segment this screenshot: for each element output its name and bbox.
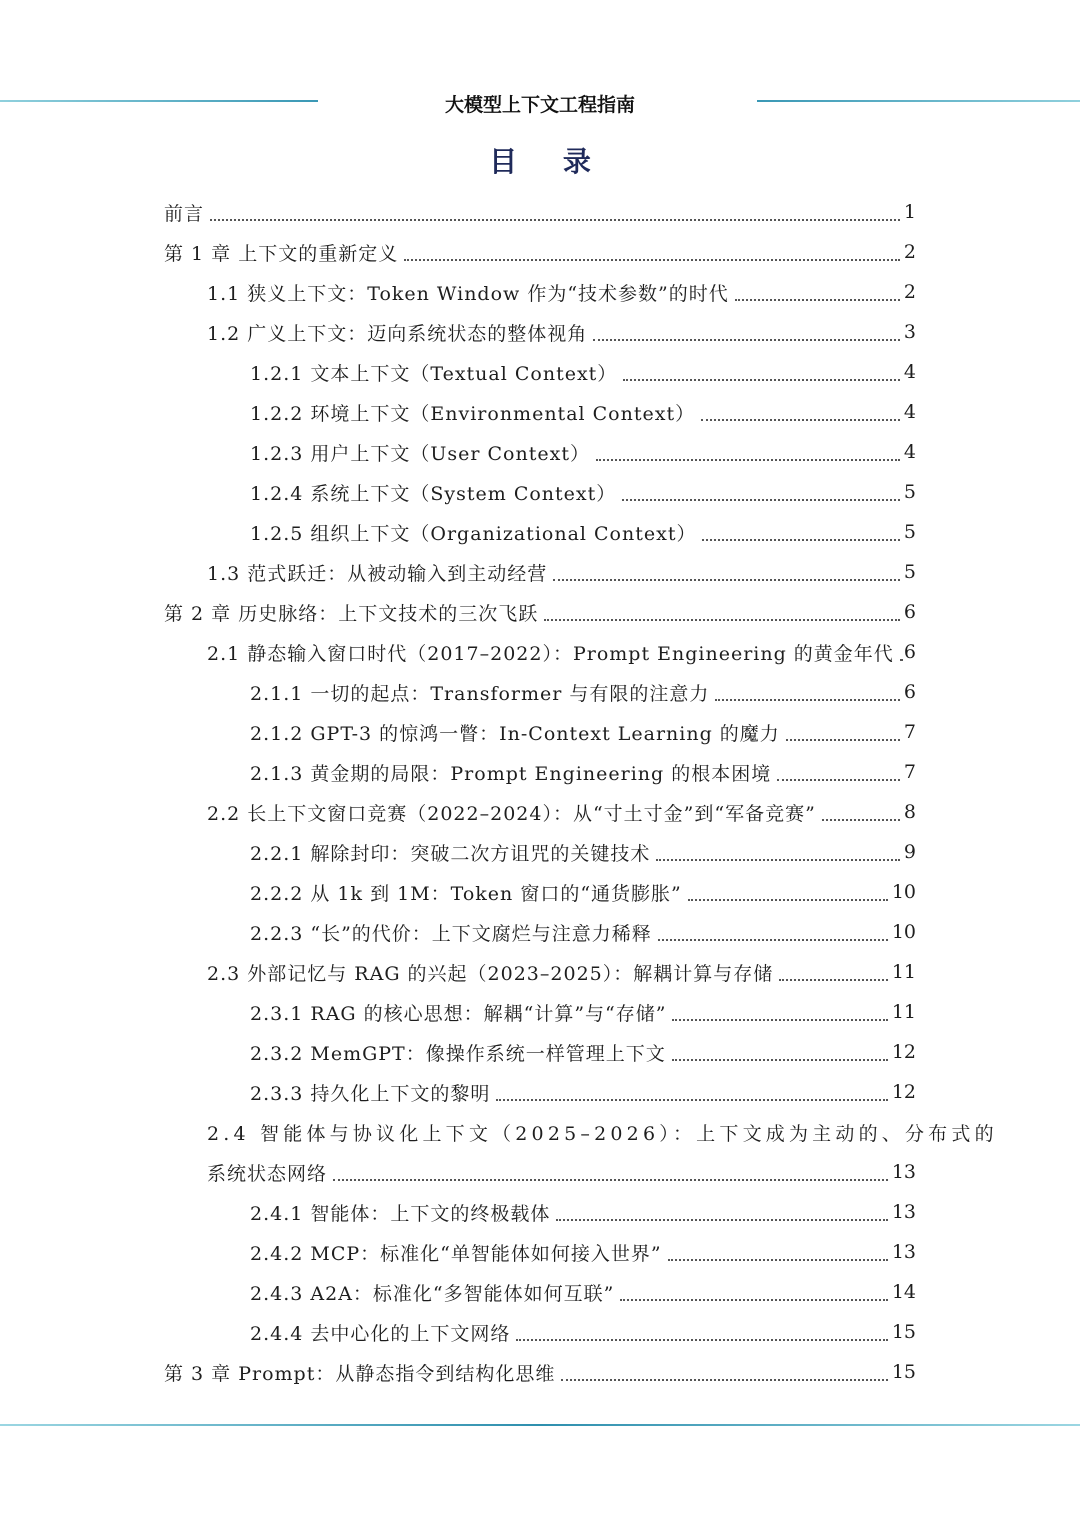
toc-page-number: 10 — [891, 881, 916, 903]
toc-entry[interactable] — [164, 472, 916, 512]
toc-entry-text: 1.2 广义上下文：迈向系统状态的整体视角 — [207, 322, 588, 345]
toc-leader-dots — [404, 259, 900, 261]
toc-entry[interactable] — [164, 1072, 916, 1112]
toc-page-number: 2 — [903, 241, 916, 263]
toc-page-number: 14 — [891, 1281, 916, 1303]
toc-page-number: 11 — [891, 1001, 916, 1023]
toc-entry-text: 1.1 狭义上下文：Token Window 作为“技术参数”的时代 — [207, 282, 729, 305]
toc-leader-dots — [333, 1179, 888, 1181]
toc-leader-dots — [668, 1259, 888, 1261]
toc-entry-text: 系统状态网络 — [207, 1162, 328, 1185]
toc-leader-dots — [688, 899, 888, 901]
toc-entry[interactable] — [164, 1032, 916, 1072]
toc-leader-dots — [620, 1299, 887, 1301]
footer-rule — [0, 1424, 1080, 1426]
toc-entry-text: 2.3.1 RAG 的核心思想：解耦“计算”与“存储” — [250, 1002, 667, 1025]
toc-entry[interactable] — [164, 272, 916, 312]
table-of-contents — [164, 192, 998, 1392]
toc-entry[interactable] — [164, 992, 916, 1032]
toc-page-number: 5 — [903, 521, 916, 543]
toc-page-number: 12 — [891, 1041, 916, 1063]
toc-entry[interactable] — [164, 1352, 916, 1392]
toc-entry-text: 1.2.3 用户上下文（User Context） — [250, 442, 590, 465]
toc-leader-dots — [210, 219, 900, 221]
toc-entry[interactable] — [164, 672, 916, 712]
toc-leader-dots — [556, 1219, 887, 1221]
toc-entry-text: 2.4 智能体与协议化上下文（2025–2026）：上下文成为主动的、分布式的 — [207, 1122, 998, 1145]
toc-page-number: 12 — [891, 1081, 916, 1103]
toc-leader-dots — [779, 979, 888, 981]
toc-entry[interactable] — [164, 632, 916, 672]
toc-entry[interactable] — [164, 912, 916, 952]
toc-page-number: 5 — [903, 561, 916, 583]
toc-page-number: 7 — [903, 761, 916, 783]
toc-entry-text: 1.2.5 组织上下文（Organizational Context） — [250, 522, 697, 545]
toc-leader-dots — [701, 419, 900, 421]
toc-page-number: 7 — [903, 721, 916, 743]
toc-entry[interactable] — [164, 432, 916, 472]
toc-leader-dots — [702, 539, 899, 541]
toc-leader-dots — [672, 1059, 888, 1061]
toc-page-number: 8 — [903, 801, 916, 823]
toc-leader-dots — [777, 779, 900, 781]
toc-page-number: 5 — [903, 481, 916, 503]
toc-leader-dots — [561, 1379, 887, 1381]
toc-entry-text: 第 3 章 Prompt：从静态指令到结构化思维 — [164, 1362, 556, 1385]
toc-page-number: 15 — [891, 1361, 916, 1383]
toc-entry[interactable] — [164, 592, 916, 632]
toc-leader-dots — [735, 299, 900, 301]
toc-entry[interactable] — [164, 1232, 916, 1272]
toc-entry-text: 2.1 静态输入窗口时代（2017–2022）：Prompt Engineering 的黄金年代 — [207, 642, 894, 665]
toc-entry[interactable] — [164, 872, 916, 912]
toc-entry-text: 1.3 范式跃迁：从被动输入到主动经营 — [207, 562, 548, 585]
toc-page-number: 13 — [891, 1161, 916, 1183]
toc-entry-text: 2.4.3 A2A：标准化“多智能体如何互联” — [250, 1282, 615, 1305]
toc-entry-text: 前言 — [164, 202, 205, 225]
toc-entry[interactable] — [164, 832, 916, 872]
toc-page-number: 1 — [903, 201, 916, 223]
toc-entry-text: 1.2.4 系统上下文（System Context） — [250, 482, 617, 505]
toc-page-number: 15 — [891, 1321, 916, 1343]
toc-entry-text: 2.1.1 一切的起点：Transformer 与有限的注意力 — [250, 682, 710, 705]
toc-entry[interactable] — [164, 232, 916, 272]
toc-page-number: 6 — [903, 601, 916, 623]
toc-entry-text: 2.4.4 去中心化的上下文网络 — [250, 1322, 511, 1345]
toc-entry-text: 第 2 章 历史脉络：上下文技术的三次飞跃 — [164, 602, 539, 625]
toc-leader-dots — [593, 339, 900, 341]
toc-entry-text: 2.2 长上下文窗口竞赛（2022–2024）：从“寸土寸金”到“军备竞赛” — [207, 802, 816, 825]
toc-entry[interactable] — [164, 1312, 916, 1352]
toc-leader-dots — [496, 1099, 887, 1101]
toc-entry[interactable] — [164, 712, 916, 752]
toc-entry[interactable] — [164, 1272, 916, 1312]
toc-leader-dots — [516, 1339, 887, 1341]
toc-entry-text: 2.1.3 黄金期的局限：Prompt Engineering 的根本困境 — [250, 762, 772, 785]
toc-page-number: 6 — [903, 641, 916, 663]
toc-entry-text: 2.4.2 MCP：标准化“单智能体如何接入世界” — [250, 1242, 662, 1265]
toc-leader-dots — [786, 739, 900, 741]
toc-page-number: 2 — [903, 281, 916, 303]
toc-entry-text: 第 1 章 上下文的重新定义 — [164, 242, 399, 265]
toc-page-number: 13 — [891, 1241, 916, 1263]
toc-page-number: 4 — [903, 361, 916, 383]
toc-page-number: 4 — [903, 441, 916, 463]
toc-page-number: 4 — [903, 401, 916, 423]
toc-leader-dots — [622, 499, 900, 501]
toc-entry-text: 2.1.2 GPT-3 的惊鸿一瞥：In-Context Learning 的魔力 — [250, 722, 780, 745]
toc-entry[interactable] — [164, 312, 916, 352]
toc-entry[interactable] — [164, 352, 916, 392]
toc-entry-text: 2.3.2 MemGPT：像操作系统一样管理上下文 — [250, 1042, 666, 1065]
toc-entry-text: 2.2.3 “长”的代价：上下文腐烂与注意力稀释 — [250, 922, 652, 945]
toc-entry[interactable] — [164, 1152, 916, 1192]
toc-entry[interactable] — [164, 792, 916, 832]
toc-entry[interactable] — [164, 192, 916, 232]
toc-page-number: 6 — [903, 681, 916, 703]
toc-page-number: 3 — [903, 321, 916, 343]
toc-entry[interactable] — [164, 392, 916, 432]
toc-page-number: 9 — [903, 841, 916, 863]
toc-title: 目 录 — [489, 145, 609, 178]
toc-entry-text: 2.3.3 持久化上下文的黎明 — [250, 1082, 491, 1105]
toc-leader-dots — [715, 699, 900, 701]
toc-entry[interactable] — [164, 952, 916, 992]
toc-page-number: 11 — [891, 961, 916, 983]
toc-entry-text: 2.2.1 解除封印：突破二次方诅咒的关键技术 — [250, 842, 651, 865]
toc-entry[interactable] — [164, 552, 916, 592]
toc-leader-dots — [822, 819, 900, 821]
toc-leader-dots — [672, 1019, 887, 1021]
toc-page-number: 10 — [891, 921, 916, 943]
toc-entry[interactable] — [164, 752, 916, 792]
toc-entry-text: 1.2.1 文本上下文（Textual Context） — [250, 362, 618, 385]
toc-leader-dots — [623, 379, 900, 381]
toc-entry[interactable] — [164, 512, 916, 552]
toc-entry[interactable] — [164, 1192, 916, 1232]
toc-leader-dots — [553, 579, 900, 581]
toc-leader-dots — [658, 939, 888, 941]
document-header-title: 大模型上下文工程指南 — [444, 94, 635, 116]
toc-leader-dots — [544, 619, 900, 621]
toc-entry-text: 2.2.2 从 1k 到 1M：Token 窗口的“通货膨胀” — [250, 882, 682, 905]
toc-entry[interactable] — [164, 1112, 998, 1152]
toc-leader-dots — [596, 459, 900, 461]
toc-entry-text: 1.2.2 环境上下文（Environmental Context） — [250, 402, 696, 425]
toc-entry-text: 2.3 外部记忆与 RAG 的兴起（2023–2025）：解耦计算与存储 — [207, 962, 774, 985]
toc-leader-dots — [656, 859, 900, 861]
toc-entry-text: 2.4.1 智能体：上下文的终极载体 — [250, 1202, 551, 1225]
toc-page-number: 13 — [891, 1201, 916, 1223]
